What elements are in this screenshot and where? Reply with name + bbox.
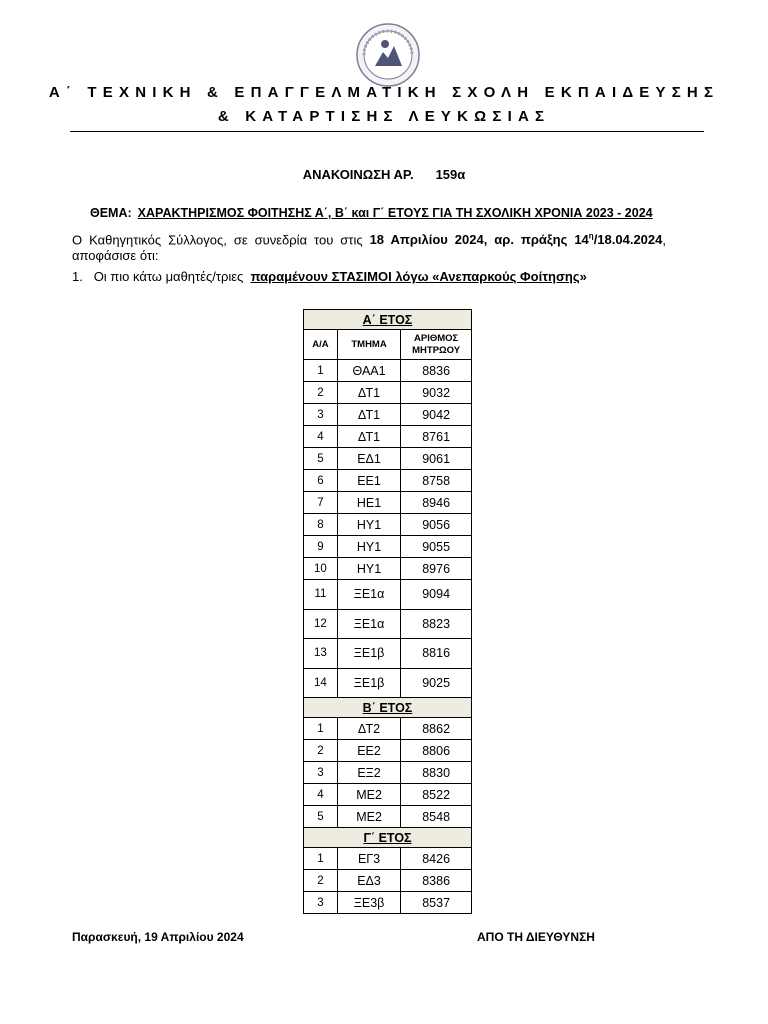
table-row [304,426,472,448]
row-section: ΜΕ2 [337,806,400,828]
row-number: 3 [304,892,338,914]
row-number: 8 [304,514,338,536]
row-number: 3 [304,762,338,784]
row-section: ΕΕ2 [337,740,400,762]
row-register-number: 8758 [401,470,472,492]
row-register-number: 9055 [401,536,472,558]
table-row [304,536,472,558]
announcement-number: 159α [435,167,466,182]
column-header-register-line1: ΑΡΙΘΜΟΣ [414,332,459,344]
intro-ref: /18.04.2024 [593,232,663,248]
intro-paragraph [72,229,666,264]
row-section: ΞΕ1α [337,609,400,639]
column-header-register [401,330,472,360]
row-section: ΜΕ2 [337,784,400,806]
year-header-row [304,310,472,330]
row-number: 1 [304,848,338,870]
subject-label: ΘΕΜΑ: [90,206,132,220]
row-section: ΕΔ1 [337,448,400,470]
row-number: 6 [304,470,338,492]
row-section: ΕΕ1 [337,470,400,492]
subject-text: ΧΑΡΑΚΤΗΡΙΣΜΟΣ ΦΟΙΤΗΣΗΣ Α΄, Β΄ και Γ΄ ΕΤΟΥΣ ΓΙΑ ΤΗ ΣΧΟΛΙΚΗ ΧΡΟΝΙΑ 2023 - 2024 [137,206,653,220]
table-row [304,514,472,536]
row-register-number: 9032 [401,382,472,404]
row-register-number: 8426 [401,848,472,870]
row-section: ΗΥ1 [337,536,400,558]
year-label: Γ΄ ΕΤΟΣ [304,828,472,848]
row-register-number: 9025 [401,668,472,698]
table-row [304,448,472,470]
row-number: 14 [304,668,338,698]
row-number: 5 [304,806,338,828]
row-register-number: 8816 [401,639,472,669]
row-number: 12 [304,609,338,639]
table-row [304,382,472,404]
row-section: ΘΑΑ1 [337,360,400,382]
point-end: » [579,269,587,284]
point-text: Οι πιο κάτω μαθητές/τριες [93,269,244,284]
row-register-number: 8830 [401,762,472,784]
column-header-register-line2: ΜΗΤΡΩΟΥ [412,344,461,356]
table-row [304,740,472,762]
row-section: ΞΕ1β [337,668,400,698]
row-number: 11 [304,580,338,610]
year-header-row [304,698,472,718]
row-number: 9 [304,536,338,558]
row-section: ΕΔ3 [337,870,400,892]
row-number: 1 [304,718,338,740]
row-register-number: 8522 [401,784,472,806]
row-register-number: 8548 [401,806,472,828]
table-row [304,404,472,426]
school-name-line2: & ΚΑΤΑΡΤΙΣΗΣ ΛΕΥΚΩΣΙΑΣ [217,108,551,125]
row-section: ΔΤ1 [337,382,400,404]
year-header-row [304,828,472,848]
table-row [304,762,472,784]
row-number: 2 [304,740,338,762]
row-number: 3 [304,404,338,426]
table-row [304,806,472,828]
intro-date: 18 Απριλίου 2024, αρ. πράξης 14 [369,232,589,248]
point-number: 1. [72,269,83,284]
row-number: 7 [304,492,338,514]
intro-sup: η [588,232,594,241]
table-row [304,492,472,514]
students-table-body [304,310,472,914]
row-section: ΗΥ1 [337,558,400,580]
header-divider [70,131,704,132]
intro-line1 [72,229,666,248]
subject-line [90,206,653,220]
column-header-aa: Α/Α [304,330,338,360]
row-number: 2 [304,870,338,892]
row-register-number: 8386 [401,870,472,892]
footer-date: Παρασκευή, 19 Απριλίου 2024 [72,930,244,944]
footer-signature: ΑΠΟ ΤΗ ΔΙΕΥΘΥΝΣΗ [477,930,595,944]
table-row [304,668,472,698]
row-register-number: 8862 [401,718,472,740]
row-number: 4 [304,426,338,448]
row-number: 13 [304,639,338,669]
row-register-number: 8823 [401,609,472,639]
table-row [304,609,472,639]
row-number: 5 [304,448,338,470]
school-logo [355,22,421,88]
row-section: ΕΞ2 [337,762,400,784]
row-number: 10 [304,558,338,580]
table-row [304,470,472,492]
table-row [304,718,472,740]
row-register-number: 9094 [401,580,472,610]
announcement-label: ΑΝΑΚΟΙΝΩΣΗ ΑΡ. [302,167,414,182]
year-label: Α΄ ΕΤΟΣ [304,310,472,330]
announcement-title [0,167,768,182]
row-section: ΕΓ3 [337,848,400,870]
row-register-number: 8836 [401,360,472,382]
row-register-number: 9042 [401,404,472,426]
column-header-row [304,330,472,360]
table-row [304,360,472,382]
intro-meeting-date [370,232,663,247]
table-row [304,558,472,580]
year-label: Β΄ ΕΤΟΣ [304,698,472,718]
row-number: 4 [304,784,338,806]
row-number: 1 [304,360,338,382]
row-register-number: 8806 [401,740,472,762]
row-section: ΞΕ1α [337,580,400,610]
row-register-number: 9056 [401,514,472,536]
point-1 [72,269,587,284]
table-row [304,784,472,806]
point-status: παραμένουν ΣΤΑΣΙΜΟΙ λόγω «Ανεπαρκούς Φοίτησης [250,269,580,284]
row-register-number: 9061 [401,448,472,470]
row-section: ΔΤ1 [337,404,400,426]
intro-comma: , [662,232,666,248]
students-table [303,309,472,914]
column-header-section: ΤΜΗΜΑ [337,330,400,360]
row-section: ΞΕ3β [337,892,400,914]
row-section: ΗΕ1 [337,492,400,514]
row-section: ΔΤ2 [337,718,400,740]
row-register-number: 8761 [401,426,472,448]
table-row [304,870,472,892]
row-register-number: 8537 [401,892,472,914]
intro-text: Ο Καθηγητικός Σύλλογος, σε συνεδρία του στις [72,232,370,248]
school-name-line1: Α΄ ΤΕΧΝΙΚΗ & ΕΠΑΓΓΕΛΜΑΤΙΚΗ ΣΧΟΛΗ ΕΚΠΑΙΔΕΥΣΗΣ [48,84,720,101]
row-number: 2 [304,382,338,404]
row-section: ΞΕ1β [337,639,400,669]
row-register-number: 8946 [401,492,472,514]
table-row [304,892,472,914]
row-section: ΗΥ1 [337,514,400,536]
table-row [304,580,472,610]
table-row [304,848,472,870]
table-row [304,639,472,669]
row-section: ΔΤ1 [337,426,400,448]
row-register-number: 8976 [401,558,472,580]
intro-line2: αποφάσισε ότι: [72,248,159,264]
